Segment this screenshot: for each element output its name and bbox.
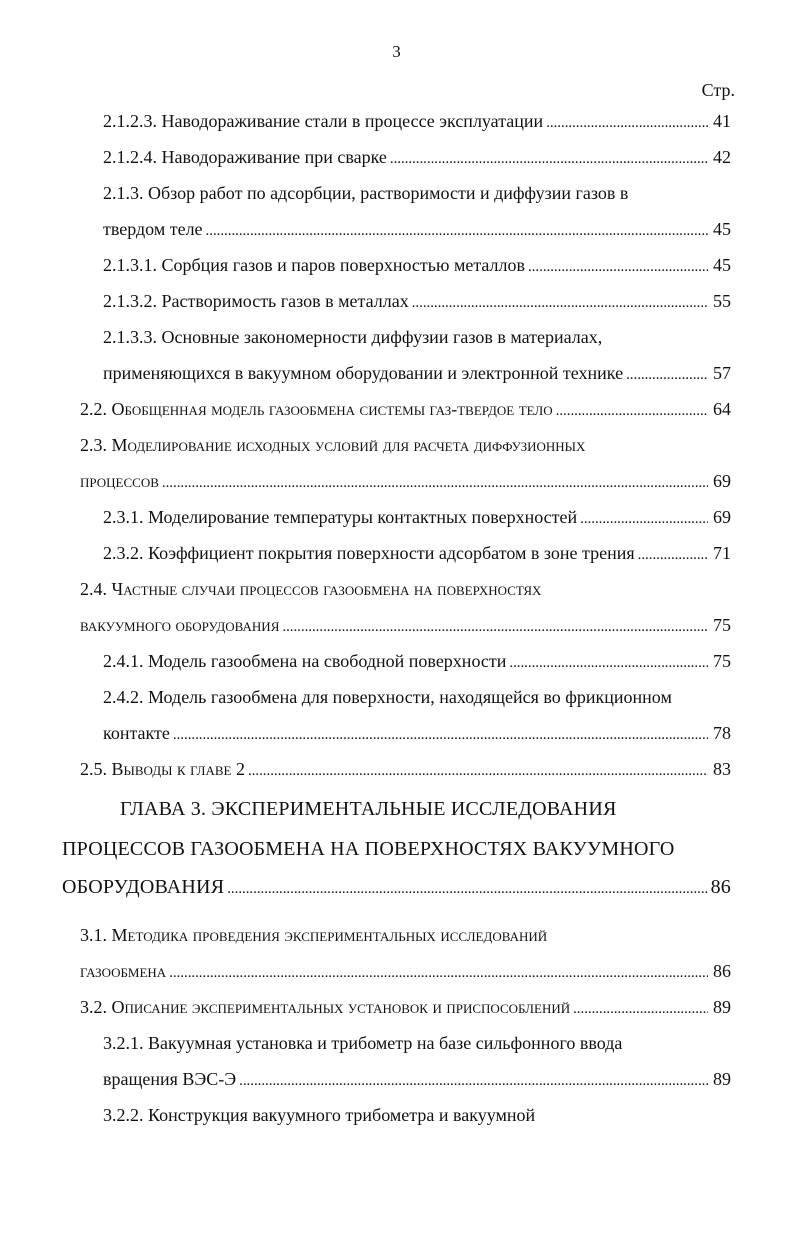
toc-leader — [248, 760, 708, 782]
toc-entry-continuation — [80, 470, 731, 494]
toc-entry-text: 3.1. Методика проведения экспериментальных исследований — [80, 925, 548, 945]
toc-entry-page: 86 — [710, 876, 731, 898]
toc-entry-page: 45 — [713, 219, 731, 239]
toc-entry — [103, 254, 731, 278]
toc-entry-page: 45 — [713, 255, 731, 275]
toc-entry — [80, 434, 585, 456]
toc-entry — [80, 996, 731, 1020]
toc-entry — [103, 650, 731, 674]
toc-entry-page: 78 — [713, 723, 731, 743]
toc-entry-continuation — [80, 614, 731, 638]
toc-entry-page: 42 — [713, 147, 731, 167]
toc-leader — [239, 1070, 708, 1092]
toc-entry-text: газообмена — [80, 961, 167, 981]
toc-leader — [169, 962, 708, 984]
toc-leader — [580, 508, 708, 530]
toc-entry-continuation — [103, 362, 731, 386]
toc-entry-page: 55 — [713, 291, 731, 311]
toc-entry-text: 2.3.1. Моделирование температуры контактных поверхностей — [103, 507, 578, 527]
toc-entry-page: 75 — [713, 615, 731, 635]
toc-leader — [626, 364, 708, 386]
toc-entry — [103, 1104, 535, 1126]
toc-entry — [103, 686, 672, 708]
toc-entry-text: 2.3.2. Коэффициент покрытия поверхности адсорбатом в зоне трения — [103, 543, 635, 563]
chapter-heading-text: ОБОРУДОВАНИЯ — [62, 876, 225, 898]
toc-entry-text: применяющихся в вакуумном оборудовании и электронной технике — [103, 363, 624, 383]
toc-entry — [103, 110, 731, 134]
toc-entry-continuation — [103, 1068, 731, 1092]
toc-entry-page: 75 — [713, 651, 731, 671]
toc-entry-text: 2.2. Обобщенная модель газообмена системы газ-твердое тело — [80, 399, 553, 419]
toc-entry-continuation — [80, 960, 731, 984]
toc-entry-text: 2.1.3.1. Сорбция газов и паров поверхностью металлов — [103, 255, 526, 275]
toc-entry-page: 89 — [713, 1069, 731, 1089]
toc-leader — [390, 148, 708, 170]
toc-entry-text: 2.4. Частные случаи процессов газообмена на поверхностях — [80, 579, 542, 599]
page-number: 3 — [392, 42, 401, 61]
toc-entry — [80, 578, 541, 600]
toc-entry-page: 89 — [713, 997, 731, 1017]
toc-entry — [103, 290, 731, 314]
chapter-heading — [62, 876, 731, 900]
toc-entry-text: 3.2.2. Конструкция вакуумного трибометра и вакуумной — [103, 1105, 536, 1125]
toc-leader — [412, 292, 708, 314]
toc-entry-text: 3.2. Описание экспериментальных установок и приспособлений — [80, 997, 571, 1017]
toc-entry-continuation — [103, 722, 731, 746]
chapter-heading — [120, 798, 617, 820]
toc-entry — [103, 542, 731, 566]
toc-entry-page: 57 — [713, 363, 731, 383]
toc-entry-text: 2.1.3.2. Растворимость газов в металлах — [103, 291, 409, 311]
toc-entry-text: 2.1.3. Обзор работ по адсорбции, растворимости и диффузии газов в — [103, 183, 629, 203]
toc-entry — [103, 182, 628, 204]
toc-entry-text: вращения ВЭС-Э — [103, 1069, 237, 1089]
toc-entry-page: 69 — [713, 507, 731, 527]
toc-leader — [173, 724, 708, 746]
toc-leader — [556, 400, 708, 422]
page-label: Стр. — [701, 80, 735, 100]
toc-entry-text: вакуумного оборудования — [80, 615, 280, 635]
toc-entry — [80, 398, 731, 422]
toc-entry-page: 69 — [713, 471, 731, 491]
toc-entry-text: 2.3. Моделирование исходных условий для расчета диффузионных — [80, 435, 586, 455]
toc-entry-page: 83 — [713, 759, 731, 779]
toc-entry-text: 2.4.2. Модель газообмена для поверхности, находящейся во фрикционном — [103, 687, 672, 707]
toc-entry-text: 2.4.1. Модель газообмена на свободной поверхности — [103, 651, 507, 671]
toc-entry-text: 3.2.1. Вакуумная установка и трибометр на базе сильфонного ввода — [103, 1033, 623, 1053]
toc-entry-text: 2.1.2.3. Наводораживание стали в процессе эксплуатации — [103, 111, 544, 131]
toc-entry — [80, 924, 547, 946]
toc-entry — [103, 146, 731, 170]
toc-leader — [282, 616, 708, 638]
toc-entry-page: 41 — [713, 111, 731, 131]
toc-leader — [546, 112, 708, 134]
toc-entry — [103, 326, 602, 348]
toc-entry — [103, 1032, 622, 1054]
toc-entry-text: 2.5. Выводы к главе 2 — [80, 759, 245, 779]
chapter-heading — [62, 838, 675, 860]
toc-entry-text: твердом теле — [103, 219, 203, 239]
toc-entry-page: 71 — [713, 543, 731, 563]
toc-entry — [80, 758, 731, 782]
chapter-heading-text: ПРОЦЕССОВ ГАЗООБМЕНА НА ПОВЕРХНОСТЯХ ВАКУУМНОГО — [62, 838, 675, 860]
toc-leader — [227, 878, 707, 900]
toc-leader — [206, 220, 708, 242]
toc-leader — [638, 544, 708, 566]
toc-entry-text: 2.1.2.4. Наводораживание при сварке — [103, 147, 387, 167]
toc-entry-text: контакте — [103, 723, 170, 743]
toc-entry-page: 86 — [713, 961, 731, 981]
toc-leader — [162, 472, 708, 494]
toc-leader — [573, 998, 708, 1020]
toc-entry-text: процессов — [80, 471, 159, 491]
toc-leader — [528, 256, 708, 278]
toc-entry-text: 2.1.3.3. Основные закономерности диффузии газов в материалах, — [103, 327, 603, 347]
toc-entry-page: 64 — [713, 399, 731, 419]
chapter-heading-text: ГЛАВА 3. ЭКСПЕРИМЕНТАЛЬНЫЕ ИССЛЕДОВАНИЯ — [120, 798, 617, 820]
toc-leader — [509, 652, 708, 674]
toc-entry — [103, 506, 731, 530]
toc-entry-continuation — [103, 218, 731, 242]
